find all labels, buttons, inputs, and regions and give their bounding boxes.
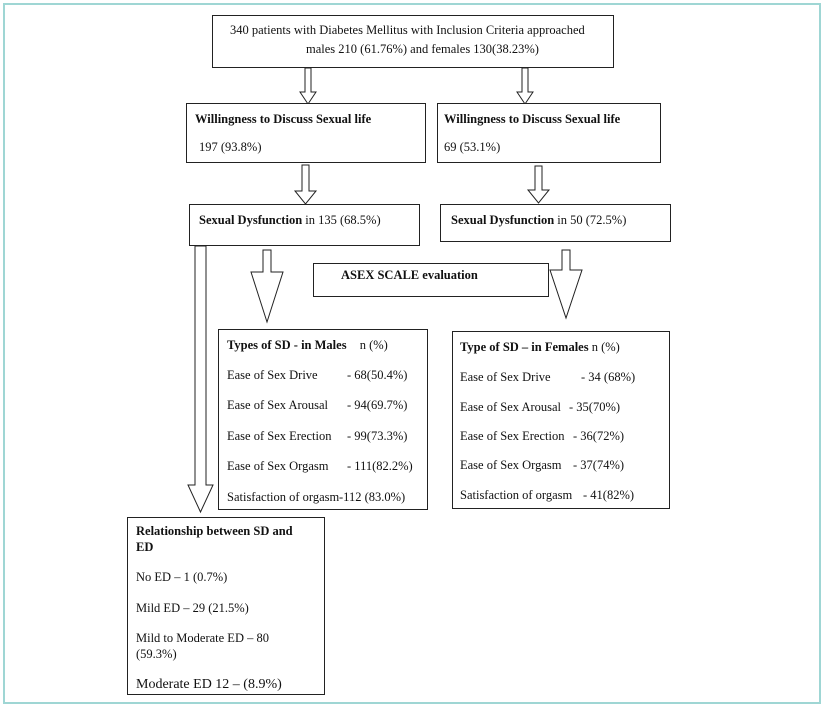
asex-box: [313, 263, 549, 297]
arrow-top-to-right: [517, 68, 533, 104]
right-willingness-title: Willingness to Discuss Sexual life: [444, 112, 621, 126]
relationship-item: (59.3%): [136, 647, 177, 661]
males-item-label: Ease of Sex Orgasm: [227, 459, 329, 473]
females-item-label: Ease of Sex Arousal: [460, 400, 562, 414]
males-item-value: - 111(82.2%): [347, 459, 413, 473]
females-unit: n (%): [591, 340, 620, 354]
right-sd-box: [440, 204, 671, 242]
males-title: Types of SD - in Males: [227, 338, 347, 352]
arrow-sd-to-females: [550, 250, 582, 318]
females-item-value: - 34 (68%): [581, 370, 636, 384]
females-box: [452, 331, 670, 509]
arrow-top-to-left: [300, 68, 316, 104]
left-willingness-box: [186, 103, 426, 163]
relationship-box: [127, 517, 325, 695]
right-sd-label: Sexual Dysfunction: [451, 213, 555, 227]
left-willingness-value: 197 (93.8%): [199, 140, 262, 154]
left-willingness-title: Willingness to Discuss Sexual life: [195, 112, 372, 126]
right-willingness-value: 69 (53.1%): [444, 140, 501, 154]
right-sd-value: in 50 (72.5%): [554, 213, 627, 227]
females-item-label: Satisfaction of orgasm: [460, 488, 573, 502]
males-item-label: Ease of Sex Drive: [227, 368, 318, 382]
relationship-title-line1: Relationship between SD and: [136, 524, 293, 538]
relationship-item: Mild ED – 29 (21.5%): [136, 601, 249, 615]
females-item-value: - 35(70%): [569, 400, 621, 414]
relationship-title-line2: ED: [136, 540, 154, 554]
males-item-label: Satisfaction of orgasm: [227, 490, 340, 504]
left-sd-value: in 135 (68.5%): [302, 213, 381, 227]
left-sd-label: Sexual Dysfunction: [199, 213, 303, 227]
males-box: [218, 329, 428, 510]
asex-label: ASEX SCALE evaluation: [341, 268, 478, 282]
arrow-sd-to-males: [251, 250, 283, 322]
males-item-label: Ease of Sex Erection: [227, 429, 332, 443]
females-item-label: Ease of Sex Orgasm: [460, 458, 562, 472]
males-item-value: - 94(69.7%): [347, 398, 408, 412]
females-title: Type of SD – in Females: [460, 340, 589, 354]
relationship-item: Mild to Moderate ED – 80: [136, 631, 269, 645]
arrow-sd-to-relationship: [188, 246, 213, 512]
males-item-value: - 68(50.4%): [347, 368, 408, 382]
females-item-value: - 36(72%): [573, 429, 625, 443]
top-box-line2: males 210 (61.76%) and females 130(38.23%): [306, 42, 539, 56]
right-willingness-box: [437, 103, 661, 163]
females-item-label: Ease of Sex Erection: [460, 429, 565, 443]
top-box: [212, 15, 614, 68]
males-item-value: -112 (83.0%): [339, 490, 406, 504]
females-item-value: - 41(82%): [583, 488, 635, 502]
females-item-label: Ease of Sex Drive: [460, 370, 551, 384]
arrow-right-willing-to-sd: [528, 166, 549, 203]
relationship-item: No ED – 1 (0.7%): [136, 570, 228, 584]
arrow-left-willing-to-sd: [295, 165, 316, 204]
relationship-item: Moderate ED 12 – (8.9%): [136, 677, 282, 692]
top-box-line1: 340 patients with Diabetes Mellitus with Inclusion Criteria approached: [230, 23, 585, 37]
males-unit: n (%): [359, 338, 388, 352]
females-item-value: - 37(74%): [573, 458, 625, 472]
left-sd-box: [189, 204, 420, 246]
males-item-label: Ease of Sex Arousal: [227, 398, 329, 412]
males-item-value: - 99(73.3%): [347, 429, 408, 443]
